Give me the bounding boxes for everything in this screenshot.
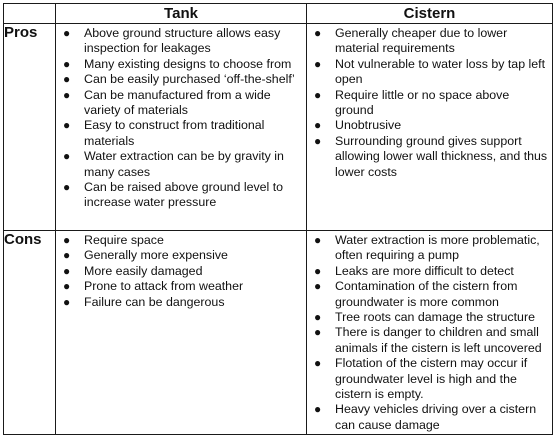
list-item: [56, 149, 302, 180]
pros-row: [4, 24, 553, 231]
bullet-icon: ●: [314, 118, 322, 133]
header-corner-cell: [4, 4, 56, 24]
list-item-text: Many existing designs to choose from: [84, 56, 292, 71]
list-item-text: Require little or no space above ground: [335, 87, 510, 118]
list-item-text: Above ground structure allows easy inspection for leakages: [84, 26, 281, 56]
list-item-text: Can be manufactured from a wide variety of materials: [84, 87, 271, 118]
bullet-icon: ●: [314, 56, 322, 71]
list-item: [307, 279, 548, 310]
bullet-icon: ●: [314, 87, 322, 102]
list-item-text: Failure can be dangerous: [84, 294, 225, 309]
list-item-text: Flotation of the cistern may occur if groundwater level is high and the cistern is empty.: [335, 356, 528, 402]
header-tank: Tank: [56, 4, 307, 24]
bullet-icon: ●: [63, 72, 71, 87]
bullet-icon: ●: [63, 149, 71, 164]
cons-cistern-cell: [307, 231, 553, 435]
list-item: [307, 356, 548, 402]
list-item: [56, 88, 302, 119]
list-item: [307, 264, 548, 279]
list-item: [56, 233, 302, 248]
bullet-icon: ●: [63, 87, 71, 102]
bullet-icon: ●: [63, 26, 71, 40]
list-item-text: There is danger to children and small animals if the cistern is left uncovered: [335, 325, 542, 355]
list-item: [56, 118, 302, 149]
header-cistern: Cistern: [307, 4, 553, 24]
comparison-table: [3, 3, 553, 435]
bullet-icon: ●: [63, 233, 71, 247]
cons-cistern-list: [307, 231, 552, 434]
list-item-text: More easily damaged: [84, 263, 203, 278]
pros-cistern-cell: [307, 24, 553, 231]
bullet-icon: ●: [314, 310, 322, 325]
list-item: [56, 180, 302, 211]
bullet-icon: ●: [63, 56, 71, 71]
list-item: [56, 72, 302, 87]
bullet-icon: ●: [314, 402, 322, 417]
list-item: [307, 26, 548, 57]
list-item-text: Water extraction can be by gravity in many cases: [84, 149, 284, 179]
list-item-text: Tree roots can damage the structure: [335, 310, 535, 325]
list-item: [307, 88, 548, 119]
list-item-text: Generally more expensive: [84, 248, 228, 263]
header-row: [4, 4, 553, 24]
cons-tank-cell: [56, 231, 307, 435]
bullet-icon: ●: [314, 279, 322, 294]
list-item-text: Surrounding ground gives support allowing lower wall thickness, and thus lower costs: [335, 133, 548, 179]
list-item: [307, 118, 548, 133]
list-item-text: Unobtrusive: [335, 118, 402, 133]
list-item-text: Generally cheaper due to lower material requirements: [335, 26, 508, 56]
list-item: [56, 26, 302, 57]
list-item-text: Easy to construct from traditional materials: [84, 118, 265, 148]
list-item: [56, 279, 302, 294]
cons-tank-list: [56, 231, 306, 311]
row-label-pros: Pros: [4, 24, 56, 231]
list-item-text: Water extraction is more problematic, often requiring a pump: [335, 233, 540, 263]
cons-row: [4, 231, 553, 435]
list-item-text: Contamination of the cistern from groundwater is more common: [335, 279, 518, 309]
list-item: [307, 310, 548, 325]
bullet-icon: ●: [314, 325, 322, 340]
bullet-icon: ●: [314, 233, 322, 247]
bullet-icon: ●: [63, 180, 71, 195]
row-label-cons: Cons: [4, 231, 56, 435]
list-item: [56, 264, 302, 279]
list-item: [307, 233, 548, 264]
bullet-icon: ●: [63, 263, 71, 278]
list-item: [307, 325, 548, 356]
bullet-icon: ●: [63, 248, 71, 263]
list-item-text: Can be easily purchased ‘off-the-shelf’: [84, 72, 295, 87]
list-item-text: Can be raised above ground level to increase water pressure: [84, 180, 284, 210]
list-item: [56, 295, 302, 310]
list-item: [56, 248, 302, 263]
list-item-text: Not vulnerable to water loss by tap left open: [335, 56, 546, 87]
pros-tank-list: [56, 24, 306, 212]
bullet-icon: ●: [63, 279, 71, 294]
list-item: [307, 134, 548, 180]
pros-tank-cell: [56, 24, 307, 231]
pros-cistern-list: [307, 24, 552, 181]
list-item-text: Leaks are more difficult to detect: [335, 263, 514, 278]
list-item: [56, 57, 302, 72]
bullet-icon: ●: [314, 356, 322, 371]
bullet-icon: ●: [314, 263, 322, 278]
list-item: [307, 57, 548, 88]
bullet-icon: ●: [314, 26, 322, 40]
list-item-text: Prone to attack from weather: [84, 279, 244, 294]
bullet-icon: ●: [63, 118, 71, 133]
list-item-text: Heavy vehicles driving over a cistern can cause damage: [335, 402, 537, 432]
bullet-icon: ●: [63, 294, 71, 309]
list-item: [307, 402, 548, 433]
bullet-icon: ●: [314, 133, 322, 148]
list-item-text: Require space: [84, 233, 164, 247]
